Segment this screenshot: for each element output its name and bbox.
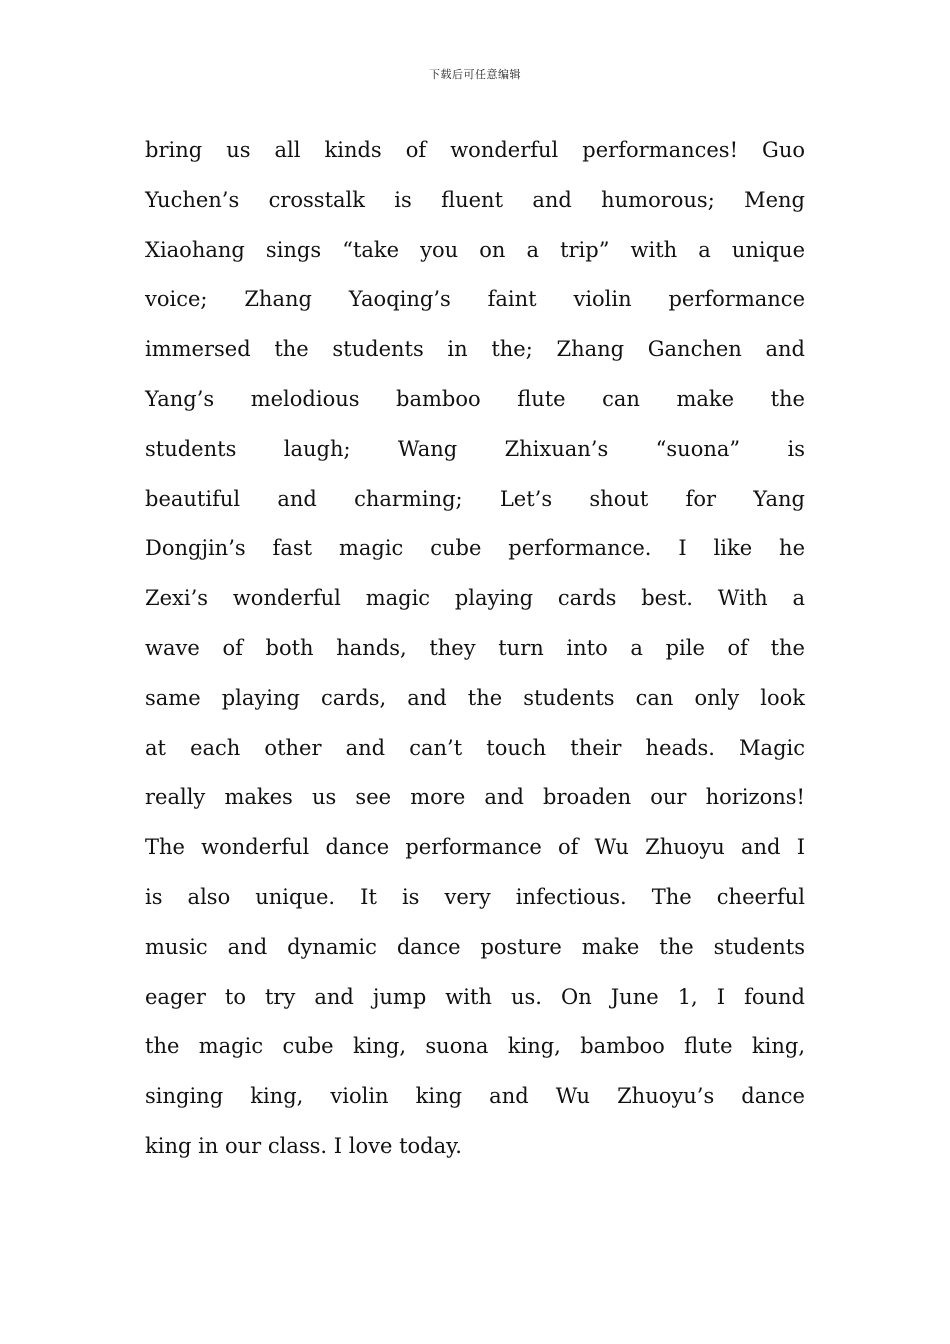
text-line: really makes us see more and broaden our horizons! bbox=[145, 785, 805, 810]
text-line: same playing cards, and the students can only look bbox=[145, 685, 805, 710]
text-line: the magic cube king, suona king, bamboo flute king, bbox=[145, 1034, 805, 1059]
text-line: students laugh; Wang Zhixuan’s “suona” is bbox=[145, 436, 805, 461]
text-line: voice; Zhang Yaoqing’s faint violin performance bbox=[145, 287, 805, 312]
page-header: 下载后可任意编辑 bbox=[429, 68, 521, 81]
text-line: Xiaohang sings “take you on a trip” with a unique bbox=[145, 237, 805, 262]
text-line: Zexi’s wonderful magic playing cards best. With a bbox=[145, 586, 805, 611]
text-line: eager to try and jump with us. On June 1, I found bbox=[145, 984, 805, 1009]
text-line: immersed the students in the; Zhang Ganchen and bbox=[145, 337, 805, 362]
text-line: beautiful and charming; Let’s shout for Yang bbox=[145, 486, 805, 511]
text-line: is also unique. It is very infectious. The cheerful bbox=[145, 884, 805, 909]
text-line: at each other and can’t touch their heads. Magic bbox=[145, 735, 805, 760]
text-line: The wonderful dance performance of Wu Zhuoyu and I bbox=[145, 835, 805, 860]
text-line: music and dynamic dance posture make the students bbox=[145, 934, 805, 959]
text-line: bring us all kinds of wonderful performances! Guo bbox=[145, 138, 805, 162]
text-line: Yang’s melodious bamboo flute can make the bbox=[145, 386, 805, 411]
text-line: Yuchen’s crosstalk is fluent and humorous; Meng bbox=[145, 187, 805, 212]
text-line: king in our class. I love today. bbox=[145, 1133, 462, 1158]
text-line: wave of both hands, they turn into a pile of the bbox=[145, 635, 805, 660]
text-line: Dongjin’s fast magic cube performance. I like he bbox=[145, 536, 805, 561]
text-line: singing king, violin king and Wu Zhuoyu’s dance bbox=[145, 1084, 805, 1109]
document-body bbox=[145, 131, 805, 1177]
